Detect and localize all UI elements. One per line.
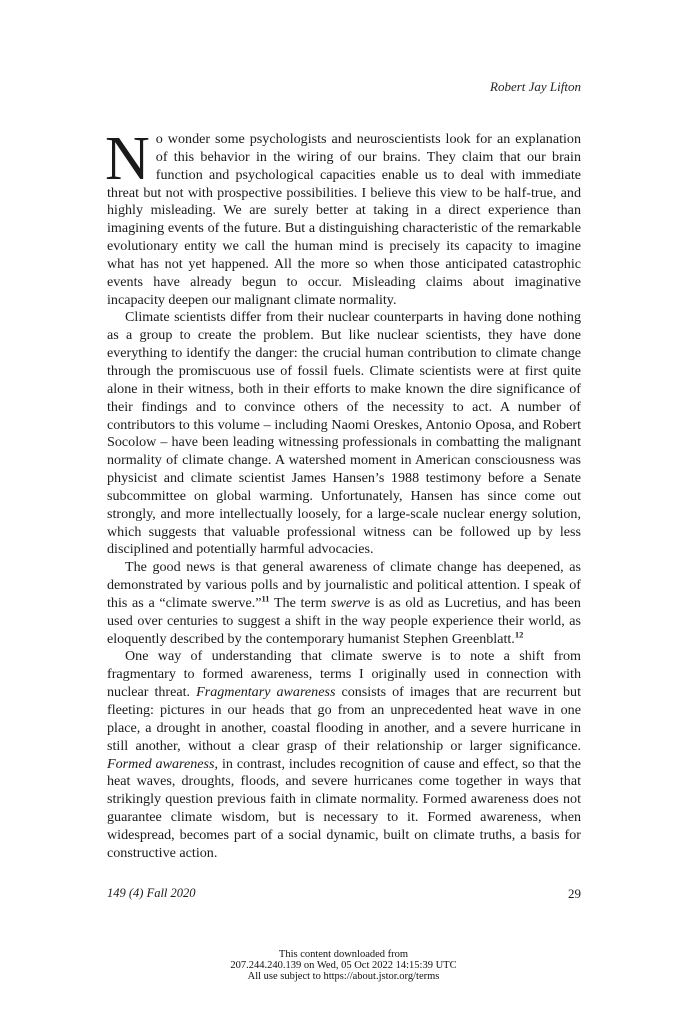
- paragraph-4: [107, 648, 581, 862]
- paragraph-2: Climate scientists differ from their nuclear counterparts in having done nothing as a group to create the problem. But like nuclear scientists, they have done everything to identify the danger: the crucial human contribution to climate change through the promiscuous use of fossil fuels. Climate scientists were at first quite alone in their witness, both in their efforts to make known the dire significance of their findings and to convince others of the necessity to act. A number of contributors to this volume – including Naomi Oreskes, Antonio Oposa, and Robert Socolow – have been leading witnessing professionals in combatting the malignant normality of climate change. A watershed moment in American consciousness was physicist and climate scientist James Hansen’s 1988 testimony before a Senate subcommittee on global warming. Unfortunately, Hansen has since come out strongly, and more intellectually loosely, for a large-scale nuclear energy solution, which suggests that valuable professional witness can be followed up by less disciplined and potentially harmful advocacies.: [107, 309, 581, 558]
- jstor-line-1: This content downloaded from: [278, 949, 409, 960]
- paragraph-4-text-a: One way of understanding that climate swerve is to note a shift from fragmentary to formed awareness, terms I originally used in connection with nuclear threat.: [107, 648, 581, 701]
- footnote-ref-11[interactable]: 11: [261, 593, 270, 604]
- footer-issue: 149 (4) Fall 2020: [107, 886, 196, 900]
- term-fragmentary-awareness: Fragmentary awareness: [196, 684, 336, 701]
- page-number: 29: [568, 886, 581, 901]
- paragraph-4-text-c: consists of images that are recurrent but fleeting: pictures in our heads that go from an unprecedented heat wave in one place, a drought in another, coastal flooding in another, and a severe hurricane in still another, without a clear grasp of their relationship or larger significance.: [107, 684, 581, 754]
- paragraph-1-text: o wonder some psychologists and neuroscientists look for an explanation of this behavior in the wiring of our brains. They claim that our brain function and psychological capacities enable us to deal with immediate threat but not with prospective possibilities. I believe this view to be half-true, and highly misleading. We are surely better at taking in a direct experience than imagining events of the future. But a distinguishing characteristic of the remarkable evolutionary entity we call the human mind is precisely its capacity to imagine what has not yet happened. All the more so when those anticipated catastrophic events have already begun to occur. Misleading claims about imaginative incapacity deepen our malignant climate normality.: [107, 131, 581, 308]
- paragraph-3: [107, 559, 581, 648]
- paragraph-3-text-d: is as old as Lucretius, and has been used over centuries to suggest a shift in the way people experience their world, as eloquently described by the contemporary humanist Stephen Greenblatt.: [107, 594, 581, 647]
- jstor-download-notice: [0, 949, 687, 982]
- footnote-ref-12[interactable]: 12: [514, 628, 524, 639]
- paragraph-4-text-e: , in contrast, includes recognition of cause and effect, so that the heat waves, droughts, floods, and severe hurricanes come together in ways that strikingly question previous faith in climate normality. Formed awareness does not guarantee climate wisdom, but is necessary to it. Formed awareness, when widespread, becomes part of a social dynamic, built on climate truths, a basis for constructive action.: [107, 755, 581, 861]
- running-head-author: Robert Jay Lifton: [490, 79, 581, 94]
- paragraph-3-text-a: The good news is that general awareness of climate change has deepened, as demonstrated by various polls and by journalistic and political attention. I speak of this as a “climate swerve.”: [107, 559, 581, 611]
- jstor-terms-link[interactable]: All use subject to https://about.jstor.org/terms: [247, 971, 440, 982]
- jstor-line-2: 207.244.240.139 on Wed, 05 Oct 2022 14:15:39 UTC: [230, 960, 457, 971]
- article-body: [105, 125, 581, 863]
- term-formed-awareness: Formed awareness: [107, 755, 215, 772]
- paragraph-3-text-b: The term: [269, 594, 332, 611]
- paragraph-3-term-swerve: swerve: [331, 594, 371, 611]
- paragraph-1: [105, 125, 581, 309]
- drop-cap: N: [105, 125, 150, 193]
